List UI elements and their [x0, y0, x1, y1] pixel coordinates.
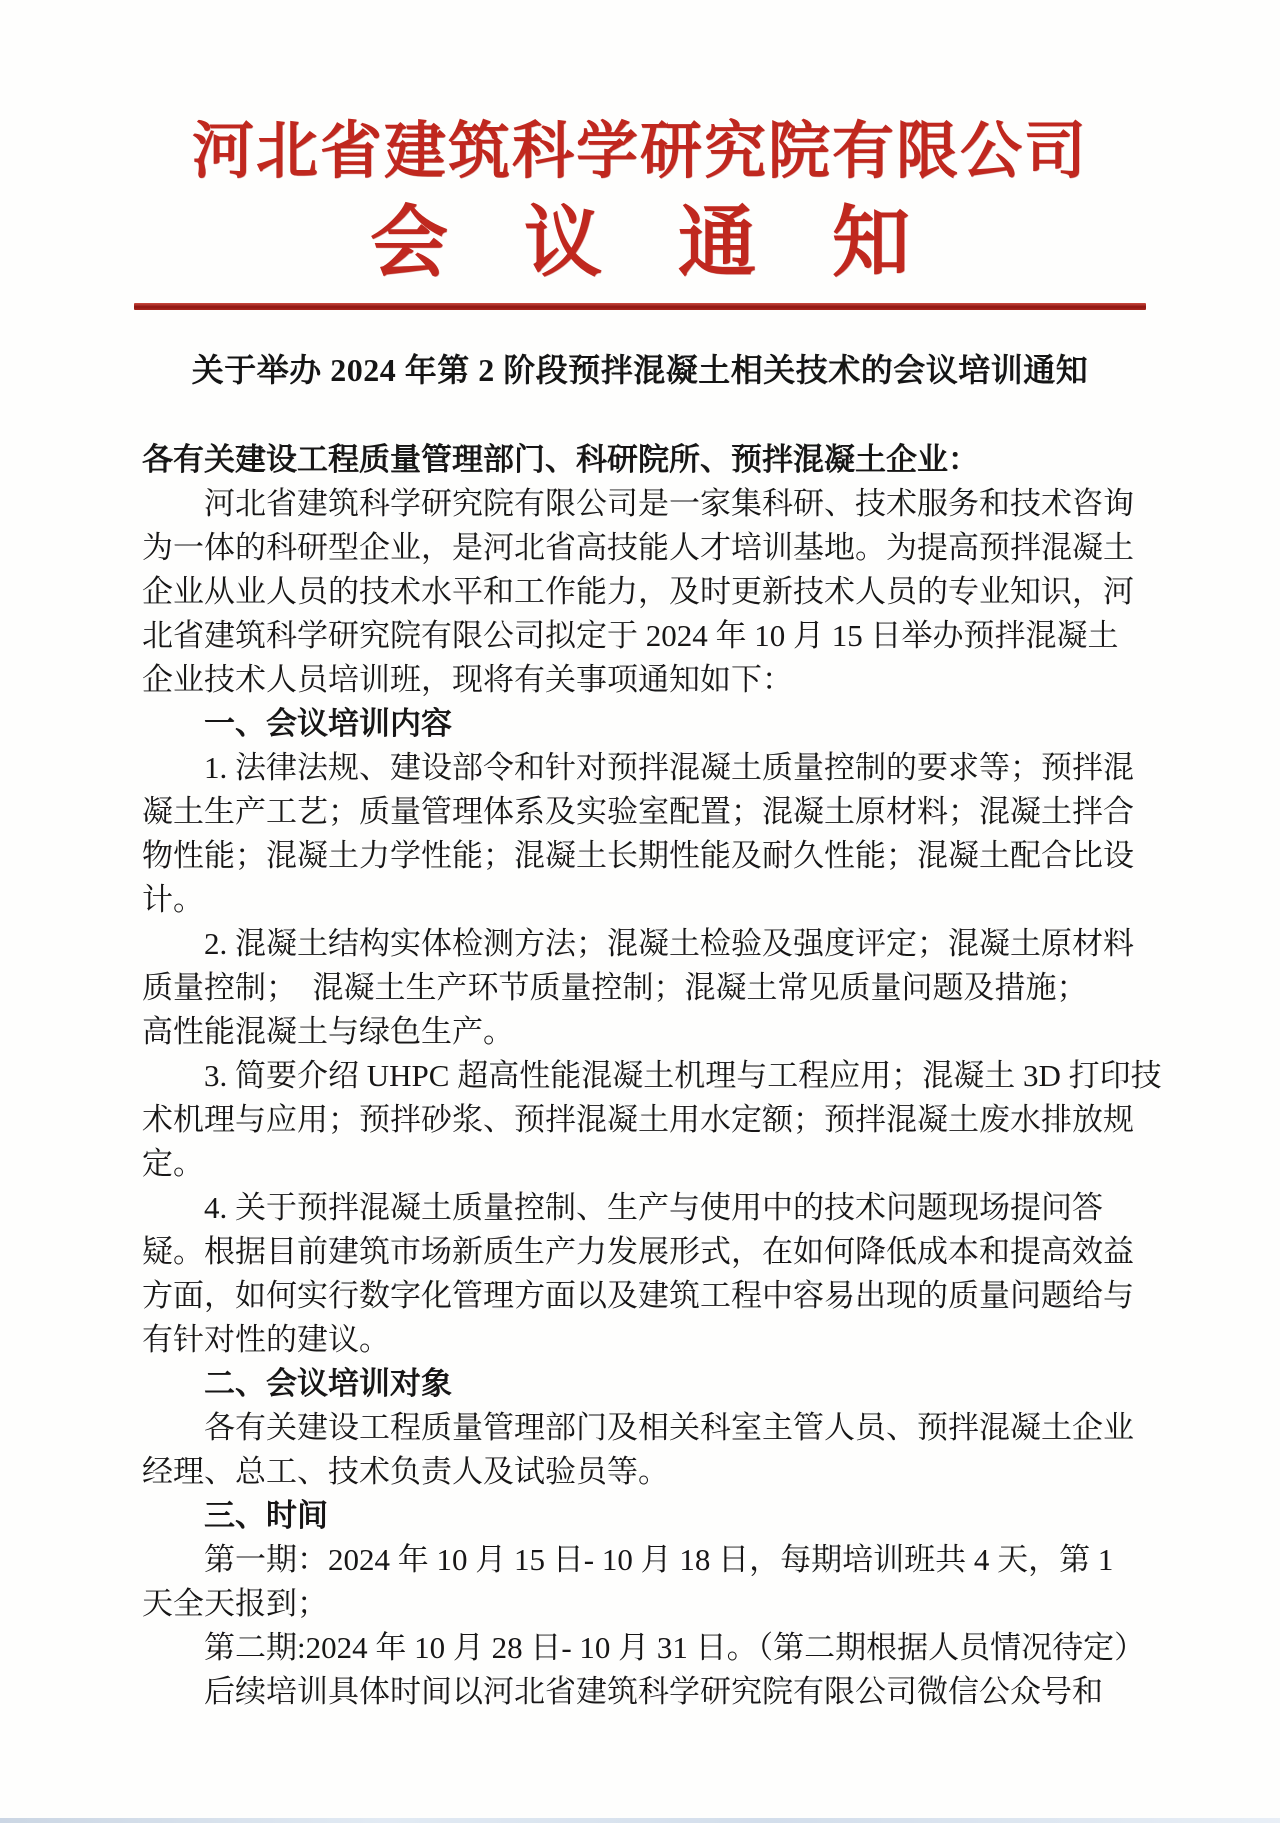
body-text-line: 北省建筑科学研究院有限公司拟定于 2024 年 10 月 15 日举办预拌混凝土	[142, 618, 1119, 653]
organization-title: 河北省建筑科学研究院有限公司	[191, 118, 1088, 186]
body-text-line: 第一期：2024 年 10 月 15 日- 10 月 18 日，每期培训班共 4 天，第 1	[142, 1542, 1114, 1577]
body-text-line: 凝土生产工艺；质量管理体系及实验室配置；混凝土原材料；混凝土拌合	[142, 794, 1134, 829]
body-text-line: 经理、总工、技术负责人及试验员等。	[142, 1454, 669, 1489]
body-text-line: 天全天报到；	[142, 1586, 328, 1621]
body-text-line: 4. 关于预拌混凝土质量控制、生产与使用中的技术问题现场提问答	[142, 1190, 1103, 1225]
body-text-line: 河北省建筑科学研究院有限公司是一家集科研、技术服务和技术咨询	[142, 486, 1134, 521]
document-type-title: 会议通知	[369, 199, 986, 286]
body-text-line: 术机理与应用；预拌砂浆、预拌混凝土用水定额；预拌混凝土废水排放规	[142, 1102, 1134, 1137]
section-heading-line: 一、会议培训内容	[142, 706, 452, 741]
notice-subtitle: 关于举办 2024 年第 2 阶段预拌混凝土相关技术的会议培训通知	[191, 352, 1089, 388]
page-bottom-edge	[0, 1818, 1280, 1823]
notice-body	[142, 438, 1170, 1714]
body-text-line: 后续培训具体时间以河北省建筑科学研究院有限公司微信公众号和	[142, 1674, 1103, 1709]
body-text-line: 2. 混凝土结构实体检测方法；混凝土检验及强度评定；混凝土原材料	[142, 926, 1134, 961]
body-text-line: 有针对性的建议。	[142, 1322, 390, 1357]
body-text-line: 企业技术人员培训班，现将有关事项通知如下：	[142, 662, 793, 697]
body-text-line: 第二期:2024 年 10 月 28 日- 10 月 31 日。（第二期根据人员情况待定）	[142, 1630, 1146, 1665]
body-text-line: 3. 简要介绍 UHPC 超高性能混凝土机理与工程应用；混凝土 3D 打印技	[142, 1058, 1162, 1093]
body-text-line: 企业从业人员的技术水平和工作能力，及时更新技术人员的专业知识，河	[142, 574, 1134, 609]
header-divider-rule	[134, 303, 1146, 310]
body-text-line: 方面，如何实行数字化管理方面以及建筑工程中容易出现的质量问题给与	[142, 1278, 1134, 1313]
section-heading-line: 三、时间	[142, 1498, 328, 1533]
body-text-line: 疑。根据目前建筑市场新质生产力发展形式，在如何降低成本和提高效益	[142, 1234, 1134, 1269]
section-heading-line: 二、会议培训对象	[142, 1366, 452, 1401]
body-text-line: 各有关建设工程质量管理部门及相关科室主管人员、预拌混凝土企业	[142, 1410, 1134, 1445]
body-text-line: 物性能；混凝土力学性能；混凝土长期性能及耐久性能；混凝土配合比设	[142, 838, 1134, 873]
body-text-line: 定。	[142, 1146, 204, 1181]
body-text-line: 为一体的科研型企业，是河北省高技能人才培训基地。为提高预拌混凝土	[142, 530, 1134, 565]
body-text-line: 高性能混凝土与绿色生产。	[142, 1014, 514, 1049]
body-text-line: 1. 法律法规、建设部令和针对预拌混凝土质量控制的要求等；预拌混	[142, 750, 1134, 785]
document-header	[0, 0, 1280, 310]
salutation-line: 各有关建设工程质量管理部门、科研院所、预拌混凝土企业：	[142, 442, 979, 477]
body-text-line: 计。	[142, 882, 204, 917]
body-text-line: 质量控制； 混凝土生产环节质量控制；混凝土常见质量问题及措施；	[142, 970, 1088, 1005]
